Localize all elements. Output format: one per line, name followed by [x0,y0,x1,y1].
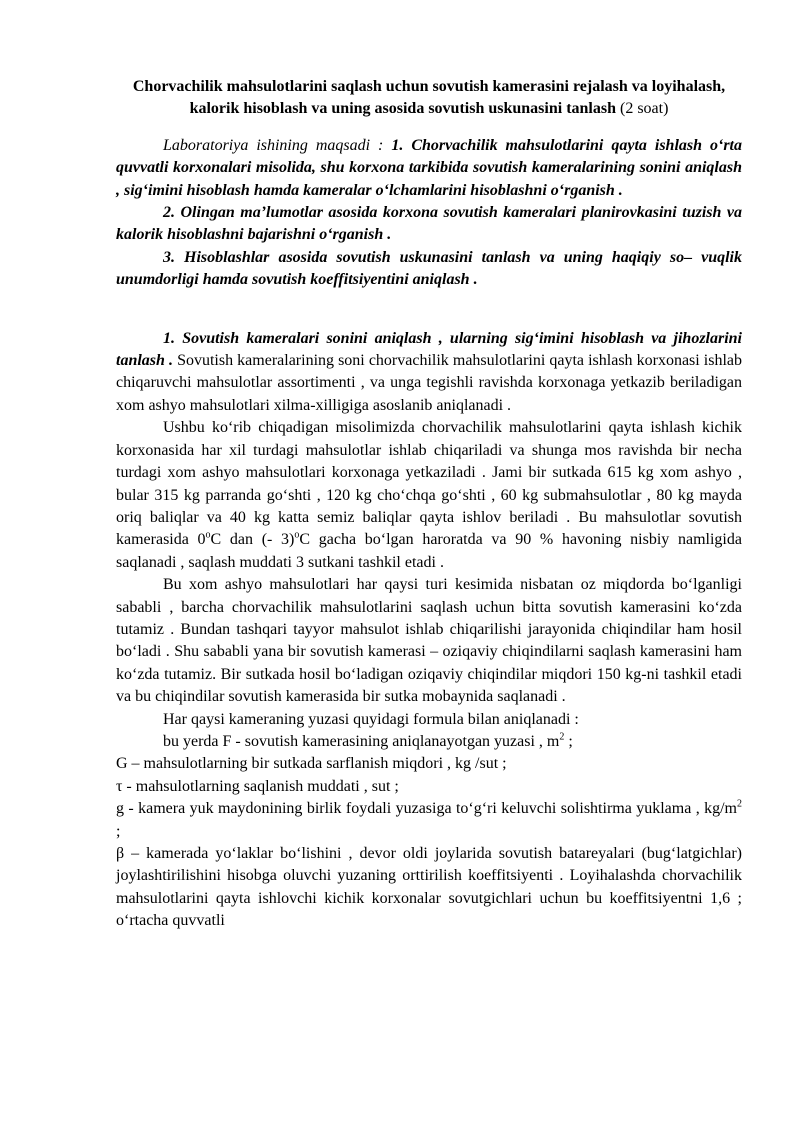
def-F-sup: 2 [559,731,565,743]
paragraph-waste: Bu xom ashyo mahsulotlari har qaysi turi kesimida nisbatan oz miqdorda bo‘lganligi sababli , barcha chorvachilik mahsulotlarini saqlash uchun bitta sovutish kamerasini ko‘zda tutamiz . Bundan tashqari tayyor mahsulot ishlab chiqarilishi jarayonida chiqindilar ham hosil bo‘ladi . Shu sababli yana bir sovutish kamerasi – oziqaviy chiqindilarni saqlash kamerasini ham ko‘zda tutamiz. Bir sutkada hosil bo‘ladigan oziqaviy chiqindilar miqdori 150 kg-ni tashkil etadi va bu chiqindilar sovutish kamerasida bir sutka mobaynida saqlanadi . [116,576,742,706]
definition-tau: τ - mahsulotlarning saqlanish muddati , sut ; [116,777,399,795]
def-F-tail: ; [564,732,573,750]
def-g-sup: 2 [737,798,742,810]
def-g-text: g - kamera yuk maydonining birlik foydali yuzasiga to‘g‘ri keluvchi solishtirma yuklama , kg/m [116,800,737,818]
para2-text-2: C dan (- 3) [210,531,295,549]
para2-text-1: Ushbu ko‘rib chiqadigan misolimizda chorvachilik mahsulotlarini qayta ishlash kichik korxonasida har xil turdagi mahsulotlar ishlab chiqariladi va shunga mos ravishda bir necha turdagi xom ashyo mahsulotlari korxonaga yetkaziladi . Jami bir sutkada 615 kg xom ashyo , bular 315 kg parranda go‘shti , 120 kg cho‘chqa go‘shti , 60 kg submahsulotlar , 80 kg mayda oriq baliqlar va 40 kg katta semiz baliqlar qayta ishlov beriladi . Bu mahsulotlar sovutish kamerasida 0 [116,419,742,549]
document-title [116,76,742,121]
formula-intro: Har qaysi kameraning yuzasi quyidagi formula bilan aniqlanadi : [163,710,579,728]
def-F-text: bu yerda F - sovutish kamerasining aniqlanayotgan yuzasi , m [163,732,560,750]
degree-sup-1: o [205,529,211,541]
aim-item-2: 2. Olingan ma’lumotlar asosida korxona sovutish kameralari planirovkasini tuzish va kalorik hisoblashni bajarishni o‘rganish . [116,204,742,244]
section1-intro: Sovutish kameralarining soni chorvachilik mahsulotlarini qayta ishlash korxonasi ishlab chiqaruvchi mahsulotlar assortimenti , va unga tegishli ravishda korxonaga yetkazib beriladigan xom ashyo mahsulotlari xilma-xilligiga asoslanib aniqlanadi . [116,352,743,414]
title-hours: (2 soat) [619,100,669,118]
definition-g [116,798,742,843]
section1-heading: 1. Sovutish kameralari sonini aniqlash , ularning sig‘imini hisoblash va jihozlarini tanlash . [116,329,742,370]
section1-paragraph [116,328,742,418]
aim-item-3: 3. Hisoblashlar asosida sovutish uskunasini tanlash va uning haqiqiy so– vuqlik unumdorligi hamda sovutish koeffitsiyentini aniqlash . [116,248,742,289]
degree-sup-2: o [294,529,300,541]
title-text: Chorvachilik mahsulotlarini saqlash uchun sovutish kamerasini rejalash va loyihalash, kalorik hisoblash va uning asosida sovutish uskunasini tanlash [132,78,726,118]
aim-paragraph [116,135,742,202]
definition-beta: β – kamerada yo‘laklar bo‘lishini , devor oldi joylarida sovutish batareyalari (bug‘latgichlar) joylashtirilishini hisobga oluvchi yuzaning orttirilish koeffitsiyenti . Loyihalashda chorvachilik mahsulotlarini qayta ishlovchi kichik korxonalar sovutgichlari uchun bu koeffitsiyentni 1,6 ; o‘rtacha quvvatli [116,845,742,930]
definition-G: G – mahsulotlarning bir sutkada sarflanish miqdori , kg /sut ; [116,755,507,773]
aim-lead: Laboratoriya ishining maqsadi : [163,136,384,154]
def-g-tail: ; [116,822,121,840]
paragraph-raw-materials [116,417,742,574]
document-page [116,76,742,933]
para2-text-3: C gacha bo‘lgan haroratda va 90 % havoning nisbiy namligida saqlanadi , saqlash muddati 3 sutkani tashkil etadi . [116,531,742,571]
aim-item-1: 1. Chorvachilik mahsulotlarini qayta ishlash o‘rta quvvatli korxonalari misolida, shu korxona tarkibida sovutish kameralarining sonini aniqlash , sig‘imini hisoblash hamda kameralar o‘lchamlarini hisoblashni o‘rganish . [116,136,742,199]
definition-F [116,731,742,753]
